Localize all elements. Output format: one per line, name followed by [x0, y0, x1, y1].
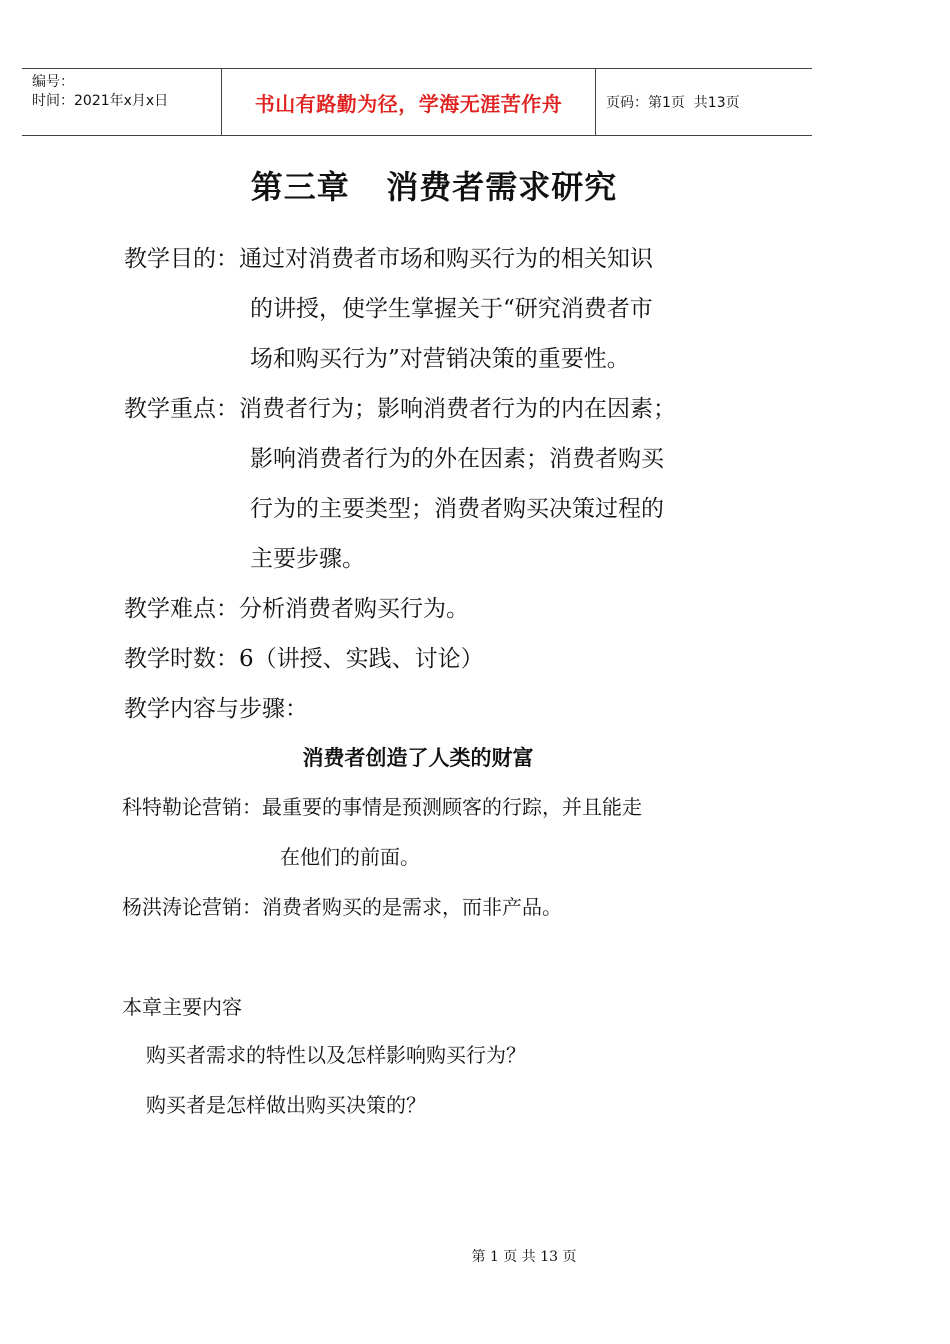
main-content-item: 购买者需求的特性以及怎样影响购买行为？ — [146, 1043, 526, 1067]
objective-label: 教学目的： — [124, 246, 239, 272]
difficulty-text: 分析消费者购买行为。 — [239, 596, 469, 622]
kotler-line: 最重要的事情是预测顾客的行踪，并且能走 — [262, 795, 642, 819]
objective-row-1 — [124, 244, 653, 274]
header-number-label: 编号： — [32, 74, 74, 90]
objective-line: 场和购买行为”对营销决策的重要性。 — [250, 346, 630, 372]
keypoints-line: 影响消费者行为的外在因素；消费者购买 — [250, 446, 664, 472]
objective-line: 的讲授，使学生掌握关于“研究消费者市 — [250, 296, 653, 322]
yang-row — [122, 893, 562, 921]
header-motto: 书山有路勤为径，学海无涯苦作舟 — [222, 69, 596, 135]
hours-text: 6（讲授、实践、讨论） — [239, 646, 484, 672]
chapter-title: 第三章 消费者需求研究 — [250, 168, 618, 206]
keypoints-line: 主要步骤。 — [250, 546, 365, 572]
kotler-line: 在他们的前面。 — [280, 845, 420, 869]
kotler-row-1 — [122, 793, 642, 821]
keypoints-row-1 — [124, 394, 676, 424]
header-time-label: 时间：2021年x月x日 — [32, 93, 169, 109]
content-label: 教学内容与步骤： — [124, 696, 308, 722]
hours-row — [124, 644, 484, 674]
page-header — [22, 68, 812, 136]
main-content-title: 本章主要内容 — [122, 995, 242, 1019]
sub-heading: 消费者创造了人类的财富 — [302, 746, 534, 770]
header-page-info: 页码：第1页 共13页 — [606, 95, 740, 111]
yang-text: 消费者购买的是需求，而非产品。 — [262, 895, 562, 919]
page-footer: 第 1 页 共 13 页 — [471, 1249, 577, 1265]
difficulty-label: 教学难点： — [124, 596, 239, 622]
keypoints-line: 行为的主要类型；消费者购买决策过程的 — [250, 496, 664, 522]
header-page-cell — [596, 69, 812, 135]
header-meta-cell — [22, 69, 222, 135]
objective-line: 通过对消费者市场和购买行为的相关知识 — [239, 246, 653, 272]
keypoints-label: 教学重点： — [124, 396, 239, 422]
hours-label: 教学时数： — [124, 646, 239, 672]
difficulty-row — [124, 594, 469, 624]
kotler-label: 科特勒论营销： — [122, 795, 262, 819]
main-content-item: 购买者是怎样做出购买决策的？ — [146, 1093, 426, 1117]
yang-label: 杨洪涛论营销： — [122, 895, 262, 919]
keypoints-line: 消费者行为；影响消费者行为的内在因素； — [239, 396, 676, 422]
